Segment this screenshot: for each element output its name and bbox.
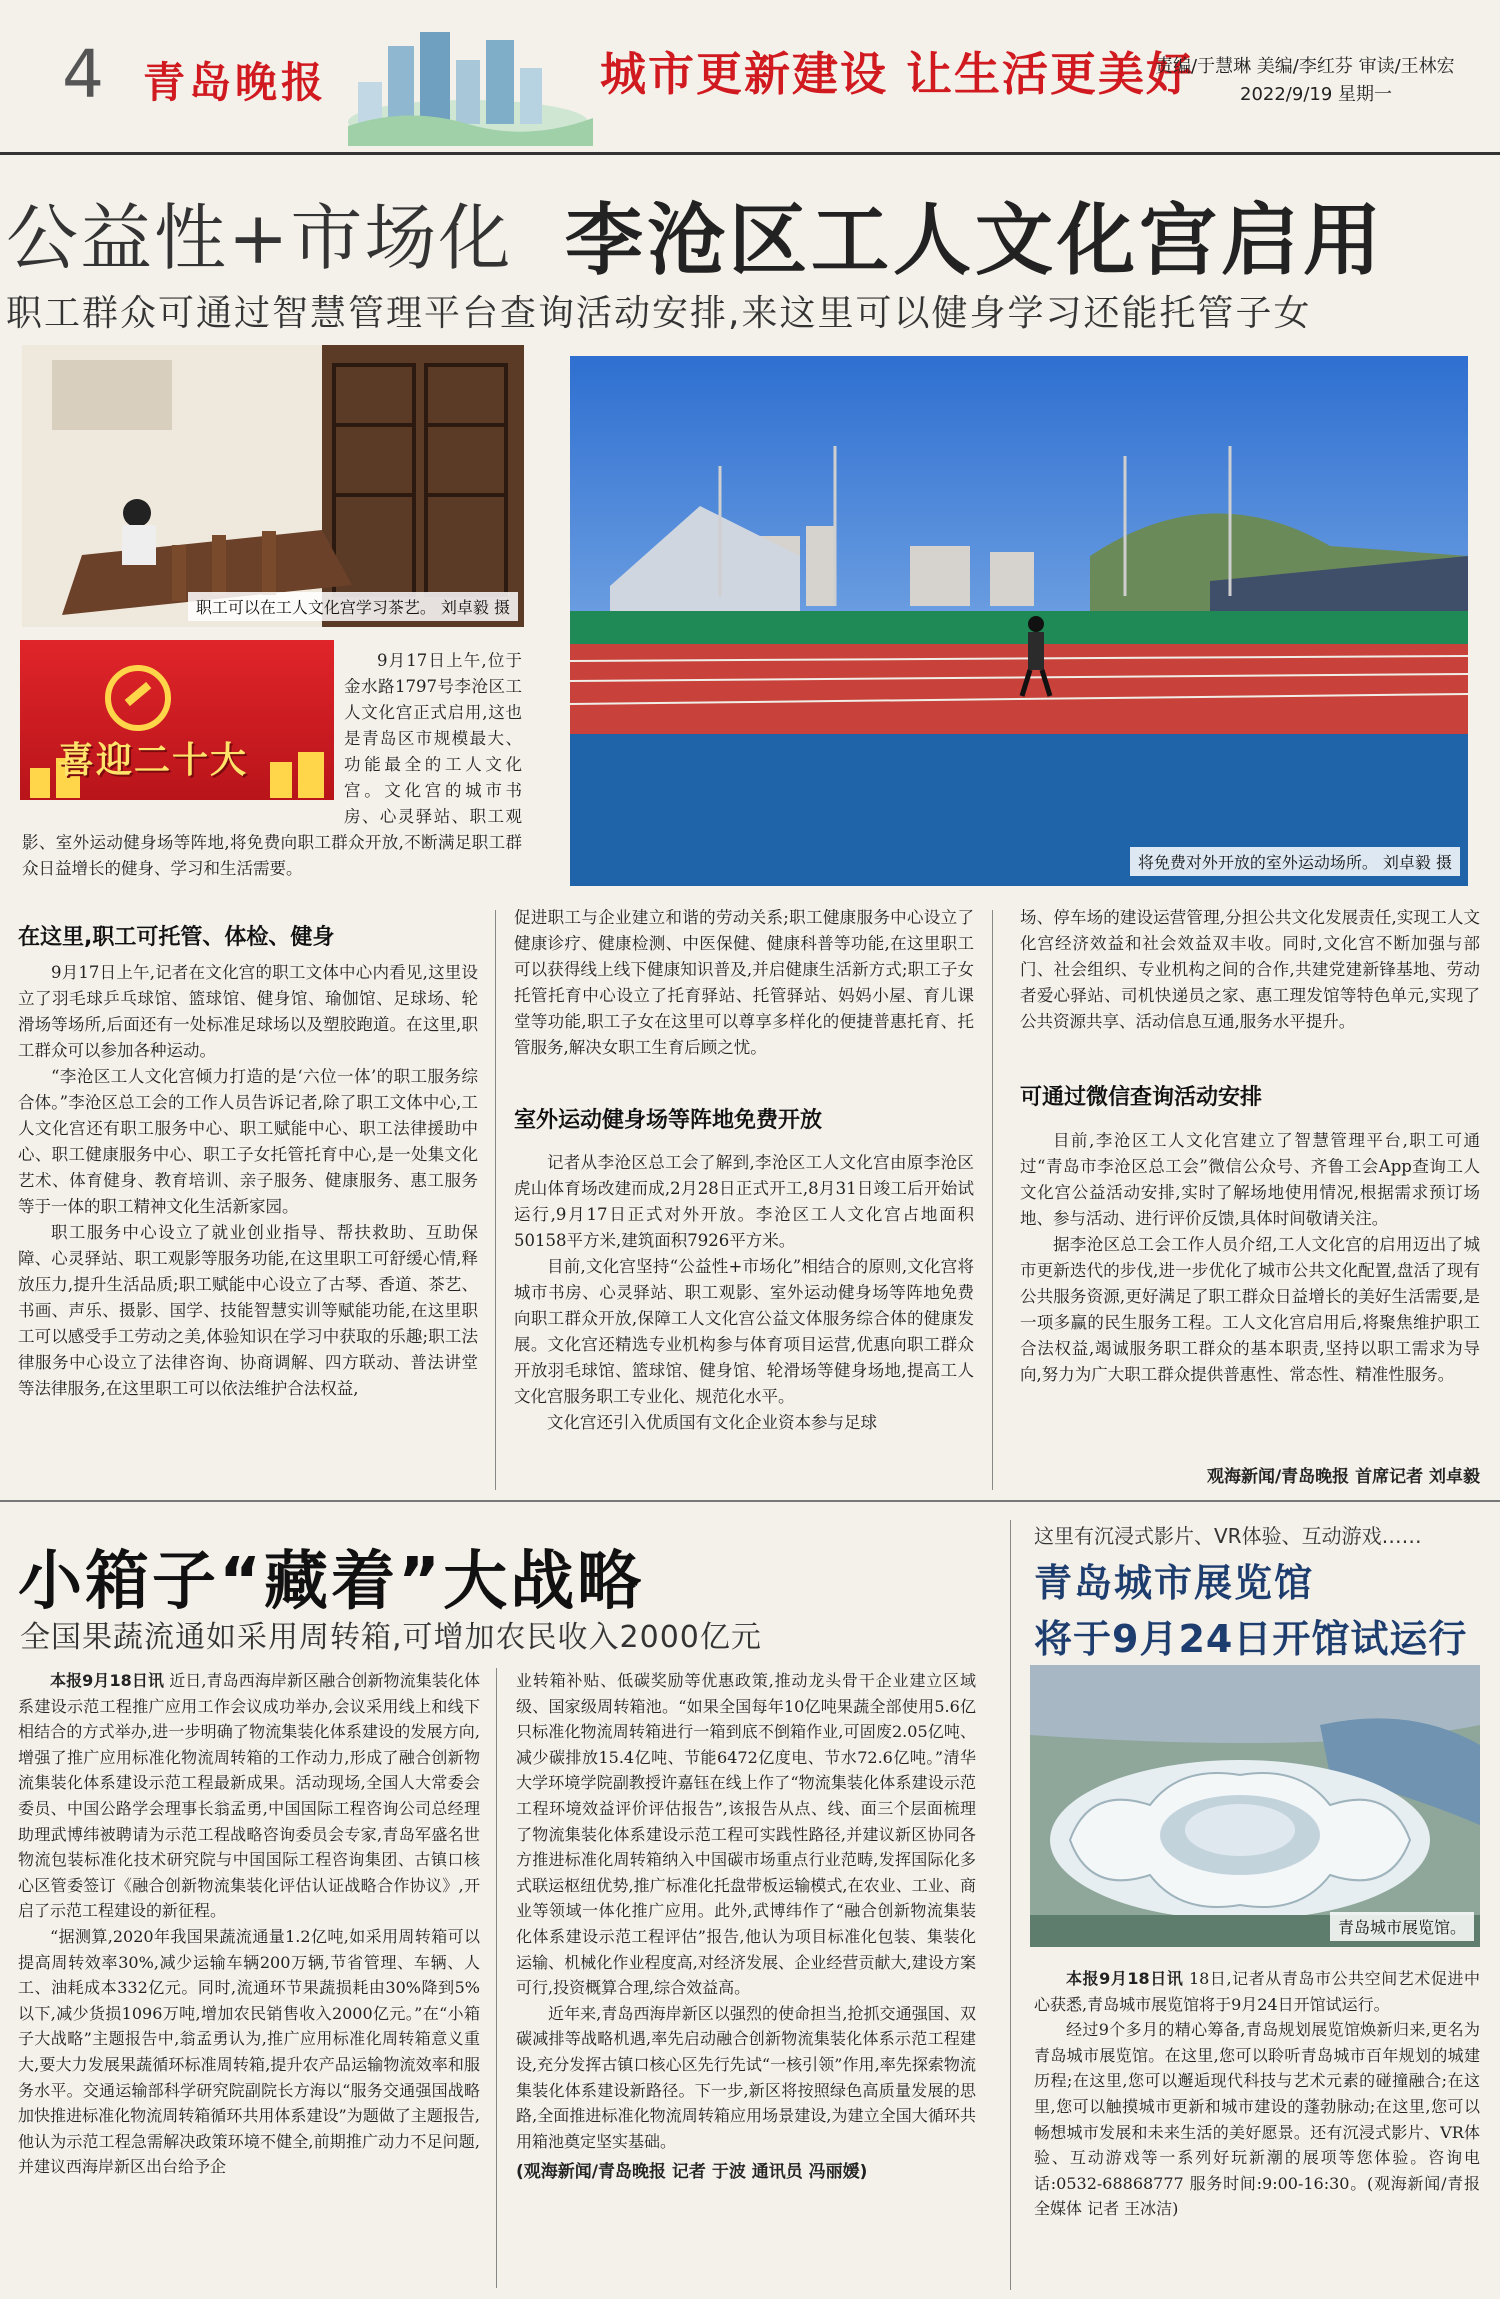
paragraph: 目前,李沧区工人文化宫建立了智慧管理平台,职工可通过“青岛市李沧区总工会”微信公众号、齐鲁工会App查询工人文化宫公益活动安排,实时了解场地使用情况,根据需求预订场地、参与活动、进行评价反馈,具体时间敬请关注。 — [1020, 1131, 1480, 1228]
article2-col1-text — [18, 1668, 480, 2180]
paragraph: 近年来,青岛西海岸新区以强烈的使命担当,抢抓交通强国、双碳减排等战略机遇,率先启动融合创新物流集装化体系示范工程建设,充分发挥古镇口核心区先行先试“一核引领”作用,率先探索物流集装化体系建设新路径。下一步,新区将按照绿色高质量发展的思路,全面推进标准化物流周转箱应用场景建设,为建立全国大循环共用箱池奠定坚实基础。 — [516, 2003, 976, 2151]
article1-col3-text-b — [1020, 1128, 1480, 1388]
column-divider — [1010, 1520, 1011, 2290]
tea-art-caption: 职工可以在工人文化宫学习茶艺。 刘卓毅 摄 — [188, 592, 518, 621]
city-skyline-illustration — [348, 26, 593, 146]
column-divider — [496, 1668, 497, 2288]
article2-col2-text: 业转箱补贴、低碳奖励等优惠政策,推动龙头骨干企业建立区域级、国家级周转箱池。“如果全国每年10亿吨果蔬全部使用5.6亿只标准化物流周转箱进行一箱到底不倒箱作业,可固废2.05亿吨、减少碳排放15.4亿吨、节能6472亿度电、节水72.6亿吨。”清华大学环境学院副教授许嘉钰在线上作了“物流集装化体系建设示范工程环境效益评价评估报告”,该报告从点、线、面三个层面梳理了物流集装化体系建设示范工程可实践性路径,并建议新区协同各方推进标准化周转箱纳入中国碳市场重点行业范畴,发挥国际化多式联运枢纽优势,推广标准化托盘带板运输模式,在农业、工业、商业等领域一体化推广应用。此外,武博纬作了“融合创新物流集装化体系建设示范工程评估”报告,他认为项目标准化包装、集装化运输、机械化作业程度高,对经济发展、企业经营贡献大,建设方案可行,投资概算合理,综合效益高。 近年来,青岛西海岸新区以强烈的使命担当,抢抓交通强国、双碳减排等战略机遇,率先启动融合创新物流集装化体系示范工程建设,充分发挥古镇口核心区先行先试“一核引领”作用,率先探索物流集装化体系建设新路径。下一步,新区将按照绿色高质量发展的思路,全面推进标准化物流周转箱应用场景建设,为建立全国大循环共用箱池奠定坚实基础。 (观海新闻/青岛晚报 记者 于波 通讯员 冯丽媛) — [516, 1668, 976, 2186]
paragraph: 9月17日上午,记者在文化宫的职工文体中心内看见,这里设立了羽毛球乒乓球馆、篮球馆、健身馆、瑜伽馆、足球场、轮滑场等场所,后面还有一处标准足球场以及塑胶跑道。在这里,职工群众可以参加各种运动。 — [18, 963, 478, 1060]
article1-byline: 观海新闻/青岛晚报 首席记者 刘卓毅 — [1206, 1467, 1480, 1487]
article1-section1-heading: 在这里,职工可托管、体检、健身 — [18, 925, 335, 950]
tea-art-photo — [22, 345, 524, 627]
section-rule — [0, 1500, 1500, 1502]
article1-section3-heading: 可通过微信查询活动安排 — [1020, 1085, 1263, 1110]
article1-title-left: 公益性+市场化 — [6, 196, 513, 280]
article1-lead: 9月17日上午,位于金水路1797号李沧区工人文化宫正式启用,这也是青岛区市规模最大、功能最全的工人文化宫。文化宫的城市书房、心灵驿站、职工观影、室外运动健身场等阵地,将免费向职工群众开放,不断满足职工群众日益增长的健身、学习和生活需要。 — [22, 651, 522, 878]
badge-text: 喜迎二十大 — [58, 740, 249, 781]
paragraph: 目前,文化宫坚持“公益性+市场化”相结合的原则,文化宫将城市书房、心灵驿站、职工观影、室外运动健身场等阵地免费向职工群众开放,保障工人文化宫公益文体服务综合体的健康发展。文化宫还精选专业机构参与体育项目运营,优惠向职工群众开放羽毛球馆、篮球馆、健身馆、轮滑场等健身场地,提高工人文化宫服务职工专业化、规范化水平。 — [514, 1257, 974, 1406]
article1-col3-text: 场、停车场的建设运营管理,分担公共文化发展责任,实现工人文化宫经济效益和社会效益双丰收。同时,文化宫不断加强与部门、社会组织、专业机构之间的合作,共建党建新锋基地、劳动者爱心驿站、司机快递员之家、惠工理发馆等特色单元,实现了公共资源共享、活动信息互通,服务水平提升。 — [1020, 908, 1480, 1031]
paragraph: 记者从李沧区总工会了解到,李沧区工人文化宫由原李沧区虎山体育场改建而成,2月28日正式开工,8月31日竣工后开始试运行,9月17日正式对外开放。李沧区工人文化宫占地面积50158平方米,建筑面积7926平方米。 — [514, 1153, 974, 1250]
paragraph: “据测算,2020年我国果蔬流通量1.2亿吨,如采用周转箱可以提高周转效率30%,减少运输车辆200万辆,节省管理、车辆、人工、油耗成本332亿元。同时,流通环节果蔬损耗由30%降到5%以下,减少货损1096万吨,增加农民销售收入2000亿元。”在“小箱子大战略”主题报告中,翁孟勇认为,推广应用标准化周转箱意义重大,要大力发展果蔬循环标准周转箱,提升农产品运输物流效率和服务水平。交通运输部科学研究院副院长方海以“服务交通强国战略加快推进标准化物流周转箱循环共用体系建设”为题做了主题报告,他认为示范工程急需解决政策环境不健全,前期推广动力不足问题,并建议西海岸新区出台给予企 — [18, 1926, 480, 2177]
paragraph: 职工服务中心设立了就业创业指导、帮扶救助、互助保障、心灵驿站、职工观影等服务功能,在这里职工可舒缓心情,释放压力,提升生活品质;职工赋能中心设立了古琴、香道、茶艺、书画、声乐、摄影、国学、技能智慧实训等赋能功能,在这里职工可以感受手工劳动之美,体验知识在学习中获取的乐趣;职工法律服务中心设立了法律咨询、协商调解、四方联动、普法讲堂等法律服务,在这里职工可以依法维护合法权益, — [18, 1223, 478, 1398]
article1-subtitle: 职工群众可通过智慧管理平台查询活动安排,来这里可以健身学习还能托管子女 — [6, 293, 1312, 334]
exhibition-hall-photo — [1030, 1665, 1480, 1947]
paragraph: 文化宫还引入优质国有文化企业资本参与足球 — [547, 1413, 877, 1432]
article2-byline: (观海新闻/青岛晚报 记者 于波 通讯员 冯丽媛) — [516, 2162, 868, 2183]
sports-field-photo — [570, 356, 1468, 886]
newspaper-logo: 青岛晚报 — [143, 58, 328, 107]
paragraph: 本报9月18日讯 18日,记者从青岛市公共空间艺术促进中心获悉,青岛城市展览馆将于9月24日开馆试运行。 — [1034, 1969, 1480, 2014]
article3-title-line1: 青岛城市展览馆 — [1034, 1561, 1315, 1605]
paragraph: 据李沧区总工会工作人员介绍,工人文化宫的启用迈出了城市更新迭代的步伐,进一步优化了城市公共文化配置,盘活了现有公共服务资源,更好满足了职工群众日益增长的美好生活需要,是一项多赢的民生服务工程。工人文化宫启用后,将聚焦维护职工合法权益,竭诚服务职工群众的基本职责,坚持以职工需求为导向,努力为广大职工群众提供普惠性、常态性、精准性服务。 — [1020, 1235, 1480, 1384]
page-number: 4 — [62, 36, 104, 113]
paragraph: “李沧区工人文化宫倾力打造的是‘六位一体’的职工服务综合体。”李沧区总工会的工作人员告诉记者,除了职工文体中心,工人文化宫还有职工服务中心、职工赋能中心、职工法律援助中心、职工健康服务中心、职工子女托管托育中心,是一处集文化艺术、体育健身、教育培训、亲子服务、健康服务、惠工服务等于一体的职工精神文化生活新家园。 — [18, 1067, 478, 1216]
column-divider — [495, 910, 496, 1490]
article1-col1-text — [18, 960, 478, 1402]
sports-field-caption: 将免费对外开放的室外运动场所。 刘卓毅 摄 — [1130, 847, 1460, 876]
article1-title-right: 李沧区工人文化宫启用 — [565, 196, 1386, 286]
column-divider — [992, 910, 993, 1490]
paragraph: 经过9个多月的精心筹备,青岛规划展览馆焕新归来,更名为青岛城市展览馆。在这里,您可以聆听青岛城市百年规划的城建历程;在这里,您可以邂逅现代科技与艺术元素的碰撞融合;在这里,您可以触摸城市更新和城市建设的蓬勃脉动;在这里,您可以畅想城市发展和未来生活的美好愿景。还有沉浸式影片、VR体验、互动游戏等一系列好玩新潮的展项等您体验。咨询电话:0532-68868777 服务时间:9:00-16:30。(观海新闻/青报全媒体 记者 王冰洁) — [1034, 2020, 1480, 2219]
exhibition-hall-caption: 青岛城市展览馆。 — [1330, 1912, 1474, 1941]
article3-text — [1034, 1966, 1480, 2222]
article1-col2-text: 促进职工与企业建立和谐的劳动关系;职工健康服务中心设立了健康诊疗、健康检测、中医保健、健康科普等功能,在这里职工可以获得线上线下健康知识普及,并启健康生活新方式;职工子女托管托育中心设立了托育驿站、托管驿站、妈妈小屋、育儿课堂等功能,职工子女在这里可以尊享多样化的便捷普惠托育、托管服务,解决女职工生育后顾之忧。 — [514, 908, 974, 1057]
issue-date: 2022/9/19 星期一 — [1240, 84, 1393, 105]
dateline: 本报9月18日讯 — [1066, 1969, 1184, 1988]
article2-subtitle: 全国果蔬流通如采用周转箱,可增加农民收入2000亿元 — [20, 1620, 762, 1655]
article1-col2-text-b — [514, 1150, 974, 1436]
paragraph: 本报9月18日讯 近日,青岛西海岸新区融合创新物流集装化体系建设示范工程推广应用工作会议成功举办,会议采用线上和线下相结合的方式举办,进一步明确了物流集装化体系建设的发展方向,增强了推广应用标准化物流周转箱的工作动力,形成了融合创新物流集装化体系建设示范工程最新成果。活动现场,全国人大常委会委员、中国公路学会理事长翁孟勇,中国国际工程咨询公司总经理助理武博纬被聘请为示范工程战略咨询委员会专家,青岛军盛名世物流包装标准化技术研究院与中国国际工程咨询集团、古镇口核心区管委签订《融合创新物流集装化评估认证战略合作协议》,开启了示范工程建设的新征程。 — [18, 1671, 480, 1921]
article3-title-line2: 将于9月24日开馆试运行 — [1034, 1617, 1468, 1661]
article1-section2-heading: 室外运动健身场等阵地免费开放 — [514, 1108, 823, 1133]
editor-credits: 责编/于慧琳 美编/李红芬 审读/王林宏 — [1155, 56, 1455, 77]
page-slogan: 城市更新建设 让生活更美好 — [600, 47, 1195, 101]
article2-title: 小箱子“藏着”大战略 — [18, 1545, 645, 1619]
header-rule — [0, 152, 1500, 155]
dateline: 本报9月18日讯 — [50, 1671, 165, 1690]
article3-pretitle: 这里有沉浸式影片、VR体验、互动游戏…… — [1034, 1524, 1422, 1548]
